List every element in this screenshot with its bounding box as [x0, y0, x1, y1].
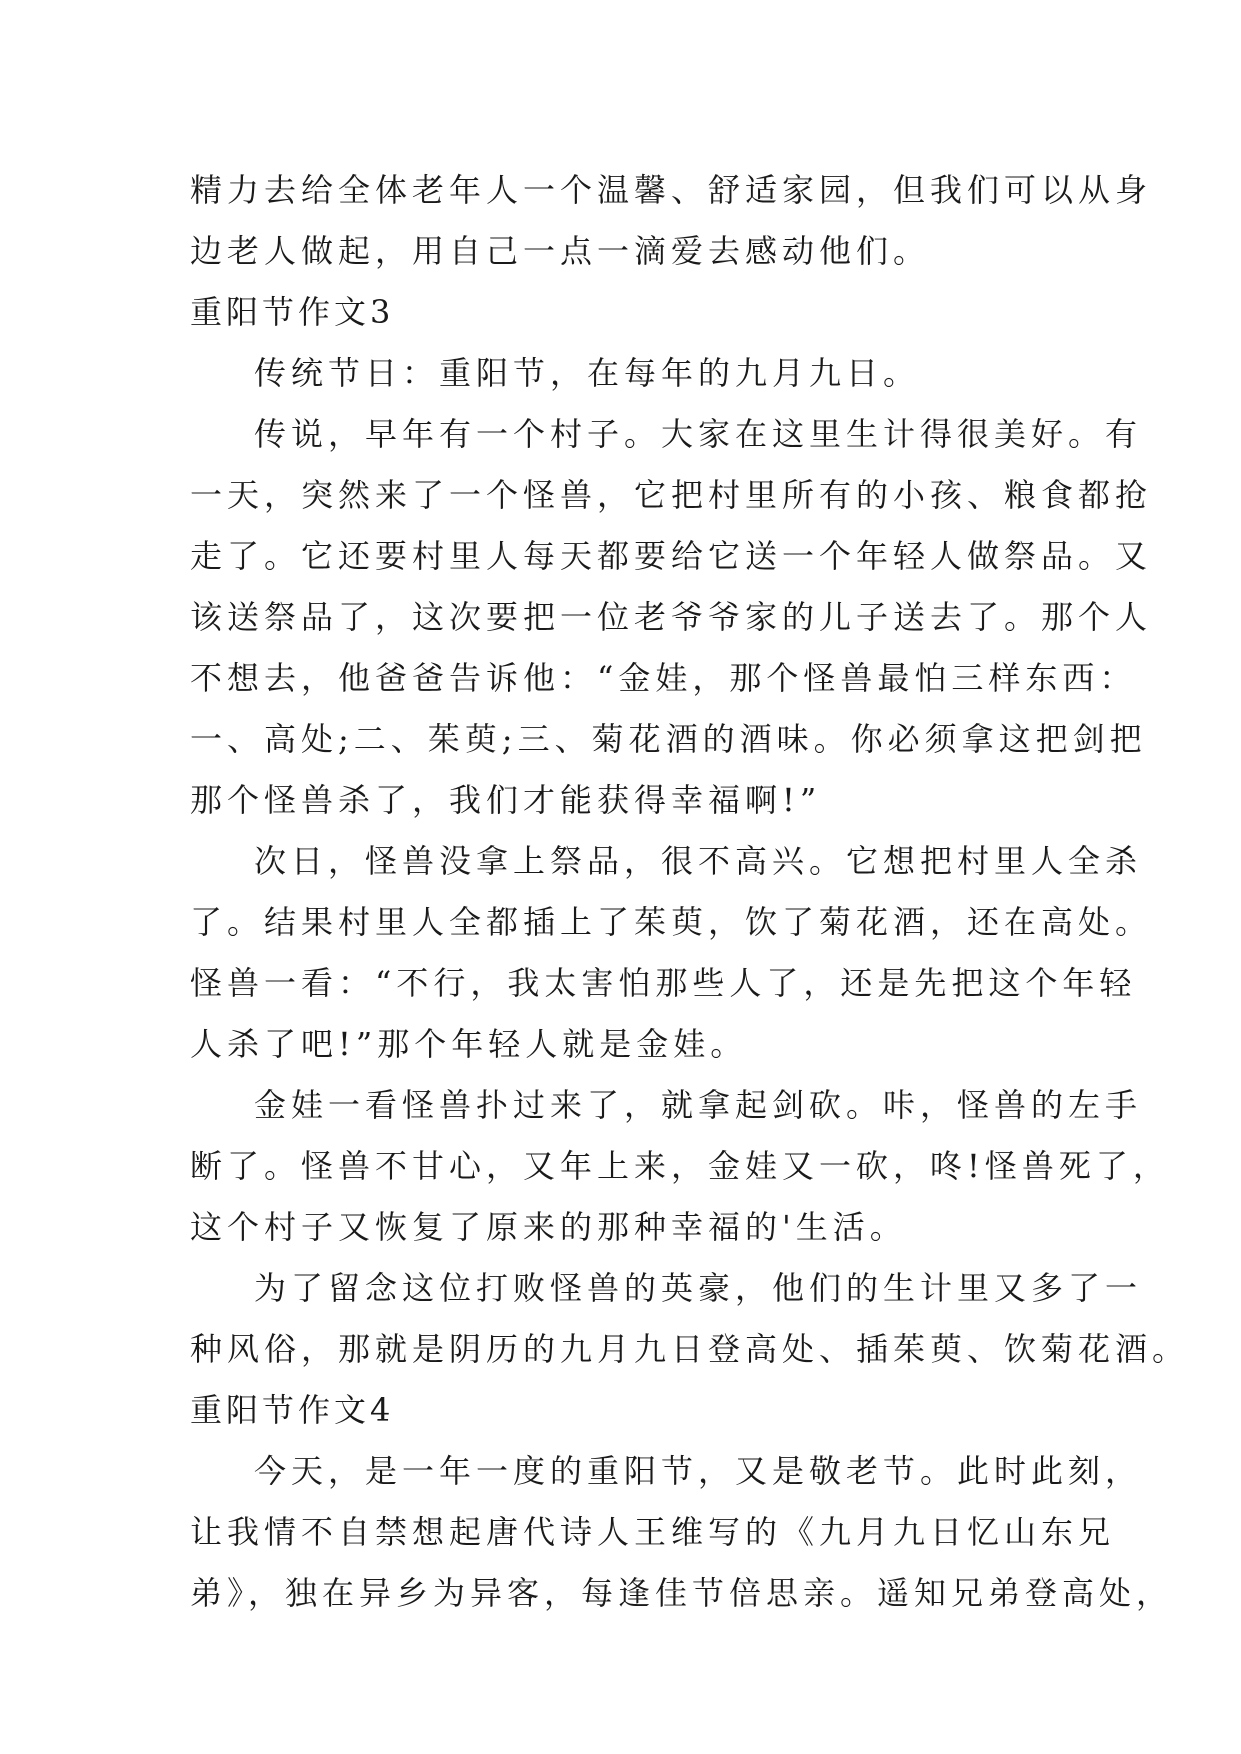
text-line: 精力去给全体老年人一个温馨、舒适家园，但我们可以从身 — [190, 171, 1153, 209]
text-line: 传说，早年有一个村子。大家在这里生计得很美好。有 — [254, 415, 1143, 453]
text-line: 走了。它还要村里人每天都要给它送一个年轻人做祭品。又 — [190, 537, 1153, 575]
paragraph — [190, 1258, 1190, 1380]
section-heading: 重阳节作文4 — [190, 1391, 395, 1429]
text-line: 传统节日：重阳节，在每年的九月九日。 — [254, 354, 921, 392]
text-line: 该送祭品了，这次要把一位老爷爷家的儿子送去了。那个人 — [190, 598, 1153, 636]
text-line: 种风俗，那就是阴历的九月九日登高处、插茱萸、饮菊花酒。 — [190, 1330, 1190, 1368]
text-line: 断了。怪兽不甘心，又年上来，金娃又一砍，咚!怪兽死了， — [190, 1147, 1170, 1185]
section-heading: 重阳节作文3 — [190, 293, 395, 331]
text-line: 怪兽一看：“不行，我太害怕那些人了，还是先把这个年轻 — [190, 964, 1137, 1002]
text-line: 金娃一看怪兽扑过来了，就拿起剑砍。咔，怪兽的左手 — [254, 1086, 1143, 1124]
paragraph — [190, 831, 1153, 1075]
paragraph — [190, 1075, 1170, 1258]
paragraph — [190, 404, 1153, 831]
text-line: 那个怪兽杀了，我们才能获得幸福啊!” — [190, 781, 822, 819]
text-line: 今天，是一年一度的重阳节，又是敬老节。此时此刻， — [254, 1452, 1143, 1490]
paragraph — [190, 1441, 1174, 1624]
text-line: 这个村子又恢复了原来的那种幸福的'生活。 — [190, 1208, 907, 1246]
essay-body — [190, 160, 1190, 1624]
text-line: 了。结果村里人全都插上了茱萸，饮了菊花酒，还在高处。 — [190, 903, 1153, 941]
text-line: 不想去，他爸爸告诉他：“金娃，那个怪兽最怕三样东西： — [190, 659, 1137, 697]
paragraph-continuation — [190, 160, 1153, 282]
text-line: 一、高处;二、茱萸;三、菊花酒的酒味。你必须拿这把剑把 — [190, 720, 1147, 758]
text-line: 人杀了吧!”那个年轻人就是金娃。 — [190, 1025, 748, 1063]
text-line: 次日，怪兽没拿上祭品，很不高兴。它想把村里人全杀 — [254, 842, 1143, 880]
text-line: 让我情不自禁想起唐代诗人王维写的《九月九日忆山东兄 — [190, 1513, 1116, 1551]
text-line: 一天，突然来了一个怪兽，它把村里所有的小孩、粮食都抢 — [190, 476, 1153, 514]
text-line: 边老人做起，用自己一点一滴爱去感动他们。 — [190, 232, 931, 270]
text-line: 为了留念这位打败怪兽的英豪，他们的生计里又多了一 — [254, 1269, 1143, 1307]
text-line: 弟》，独在异乡为异客，每逢佳节倍思亲。遥知兄弟登高处， — [190, 1574, 1174, 1612]
paragraph — [190, 343, 1070, 404]
